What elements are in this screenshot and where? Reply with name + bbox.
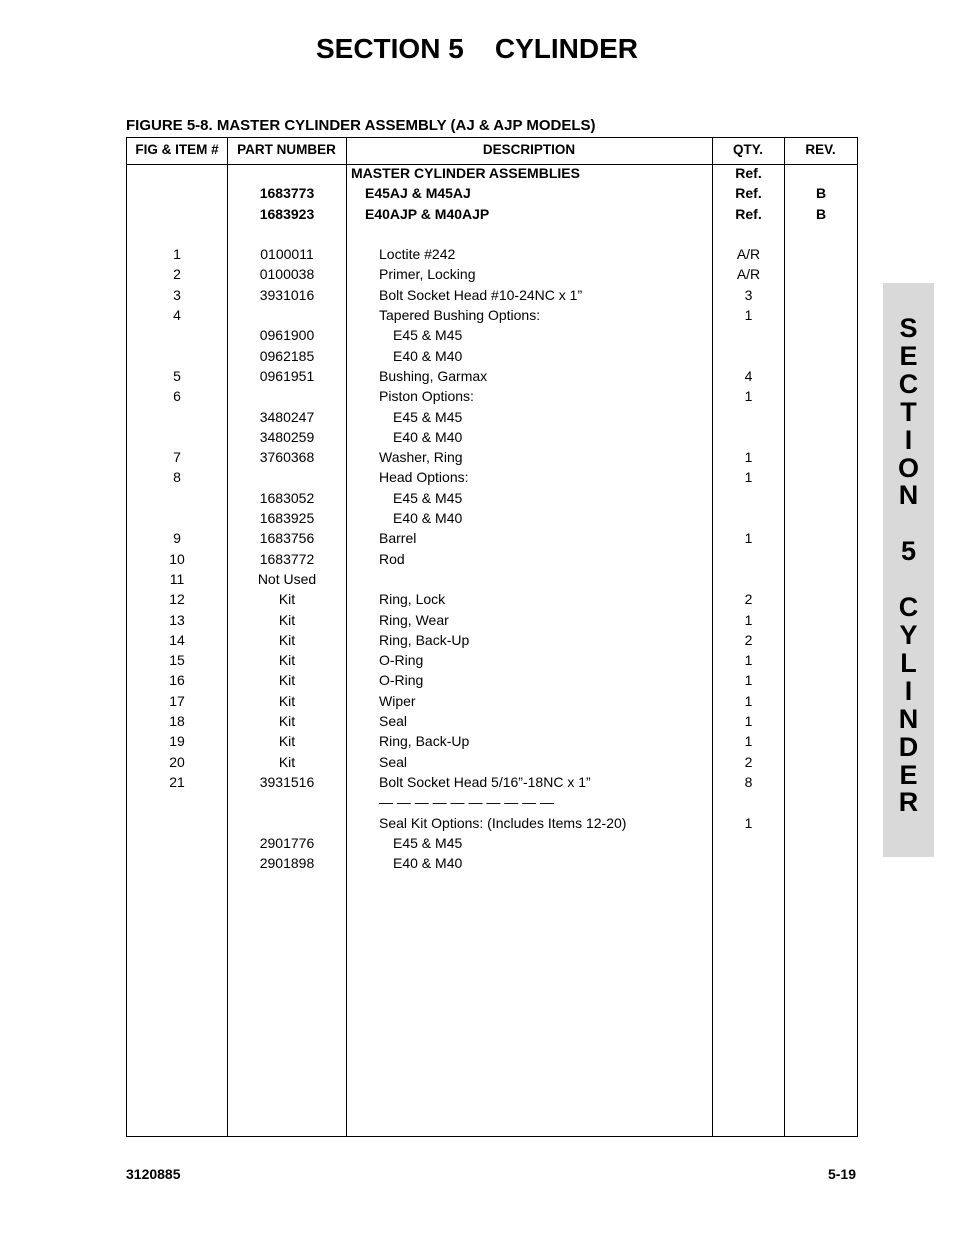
table-row (127, 185, 857, 205)
cell-qty: 1 (744, 814, 753, 831)
table-row (127, 815, 857, 835)
cell-description: Ring, Back-Up (379, 733, 470, 750)
cell-description: E40 & M40 (393, 510, 463, 527)
cell-fig-item: 9 (173, 530, 181, 547)
cell-qty: Ref. (735, 185, 762, 202)
parts-table (126, 137, 858, 1137)
cell-part-number: 1683772 (259, 550, 315, 567)
cell-description: Bolt Socket Head 5/16”-18NC x 1” (379, 773, 591, 790)
cell-description: E40 & M40 (393, 347, 463, 364)
table-row (127, 287, 857, 307)
figure-title: FIGURE 5-8. MASTER CYLINDER ASSEMBLY (AJ & AJP MODELS) (126, 117, 596, 134)
cell-description: Primer, Locking (379, 266, 476, 283)
cell-fig-item: 3 (173, 286, 181, 303)
table-row (127, 226, 857, 246)
table-row (127, 449, 857, 469)
table-row (127, 733, 857, 753)
document-number: 3120885 (126, 1166, 181, 1182)
table-row (127, 794, 857, 814)
cell-qty: 2 (744, 591, 753, 608)
cell-fig-item: 1 (173, 246, 181, 263)
cell-qty: 4 (744, 367, 753, 384)
cell-qty: 2 (744, 753, 753, 770)
header-part-number: PART NUMBER (237, 142, 336, 157)
table-row (127, 510, 857, 530)
cell-qty: 1 (744, 652, 753, 669)
table-row (127, 206, 857, 226)
cell-qty: 1 (744, 449, 753, 466)
table-row (127, 429, 857, 449)
table-row (127, 490, 857, 510)
table-row (127, 754, 857, 774)
cell-part-number: 3931016 (259, 286, 315, 303)
cell-description: Seal (379, 753, 408, 770)
cell-description: E40 & M40 (393, 855, 463, 872)
cell-part-number: 0961951 (259, 367, 315, 384)
table-row (127, 855, 857, 875)
cell-description: Barrel (379, 530, 417, 547)
cell-part-number: 1683923 (259, 205, 315, 222)
cell-description: MASTER CYLINDER ASSEMBLIES (351, 165, 580, 181)
cell-description: Ring, Lock (379, 591, 446, 608)
cell-part-number: 0961900 (259, 327, 315, 344)
table-row (127, 652, 857, 672)
cell-description: Ring, Wear (379, 611, 449, 628)
cell-description: Washer, Ring (379, 449, 463, 466)
cell-description: Loctite #242 (379, 246, 456, 263)
header-rev: REV. (805, 142, 836, 157)
cell-fig-item: 2 (173, 266, 181, 283)
cell-part-number: Kit (278, 672, 296, 689)
cell-qty: A/R (736, 266, 761, 283)
cell-description: — — — — — — — — — — (379, 794, 555, 811)
cell-description: E40 & M40 (393, 428, 463, 445)
cell-fig-item: 13 (169, 611, 185, 628)
cell-part-number: Kit (278, 733, 296, 750)
cell-fig-item: 7 (173, 449, 181, 466)
cell-fig-item: 20 (169, 753, 185, 770)
table-row (127, 571, 857, 591)
table-body (127, 165, 857, 875)
cell-description: O-Ring (379, 672, 424, 689)
cell-qty: 1 (744, 611, 753, 628)
cell-fig-item: 5 (173, 367, 181, 384)
table-row (127, 591, 857, 611)
cell-rev: B (815, 185, 827, 202)
table-row (127, 774, 857, 794)
cell-part-number: 3931516 (259, 773, 315, 790)
table-row (127, 530, 857, 550)
cell-fig-item: 18 (169, 713, 185, 730)
cell-fig-item: 12 (169, 591, 185, 608)
cell-fig-item: 17 (169, 692, 185, 709)
cell-part-number: 0100011 (260, 246, 314, 263)
cell-part-number: 2901776 (259, 834, 315, 851)
cell-qty: 3 (744, 286, 753, 303)
table-row (127, 348, 857, 368)
side-tab-label: S E C T I O N 5 C Y L I N D E R (897, 313, 919, 818)
cell-qty: Ref. (735, 165, 762, 181)
cell-description: E45 & M45 (393, 489, 463, 506)
cell-qty: Ref. (735, 205, 762, 222)
cell-qty: 1 (744, 388, 753, 405)
table-row (127, 693, 857, 713)
cell-part-number: 3480259 (259, 428, 315, 445)
table-row (127, 165, 857, 185)
cell-description: Ring, Back-Up (379, 631, 470, 648)
cell-fig-item: 21 (169, 773, 185, 790)
cell-fig-item: 6 (173, 388, 181, 405)
cell-description: O-Ring (379, 652, 424, 669)
table-row (127, 409, 857, 429)
cell-part-number: 1683773 (259, 185, 315, 202)
table-row (127, 266, 857, 286)
cell-part-number: Kit (278, 713, 296, 730)
cell-qty: 1 (744, 530, 753, 547)
cell-part-number: Kit (278, 591, 296, 608)
cell-qty: 1 (744, 307, 753, 324)
header-fig-item: FIG & ITEM # (135, 142, 219, 157)
cell-description: E40AJP & M40AJP (365, 205, 490, 222)
cell-part-number: 2901898 (259, 855, 315, 872)
cell-qty: 1 (744, 733, 753, 750)
table-row (127, 327, 857, 347)
cell-qty: 1 (744, 692, 753, 709)
cell-part-number: 3760368 (259, 449, 315, 466)
cell-qty: 2 (744, 631, 753, 648)
cell-fig-item: 15 (169, 652, 185, 669)
cell-part-number: Kit (278, 652, 296, 669)
table-row (127, 551, 857, 571)
cell-description: Bolt Socket Head #10-24NC x 1” (379, 286, 583, 303)
cell-part-number: 1683052 (259, 489, 315, 506)
cell-part-number: 1683925 (259, 510, 315, 527)
section-side-tab (883, 283, 934, 857)
cell-part-number: 0100038 (259, 266, 315, 283)
cell-part-number: Not Used (257, 570, 317, 587)
cell-description: Head Options: (379, 469, 469, 486)
cell-fig-item: 14 (169, 631, 185, 648)
cell-qty: 1 (744, 672, 753, 689)
cell-part-number: 3480247 (259, 408, 315, 425)
cell-qty: 8 (744, 773, 753, 790)
cell-description: Tapered Bushing Options: (379, 307, 541, 324)
cell-description: Piston Options: (379, 388, 474, 405)
cell-part-number: Kit (278, 692, 296, 709)
table-row (127, 612, 857, 632)
cell-description: Bushing, Garmax (379, 367, 488, 384)
cell-qty: 1 (744, 469, 753, 486)
cell-description: Wiper (379, 692, 416, 709)
table-row (127, 632, 857, 652)
header-qty: QTY. (732, 142, 763, 157)
cell-description: Seal (379, 713, 408, 730)
table-row (127, 835, 857, 855)
cell-part-number: Kit (278, 631, 296, 648)
cell-fig-item: 16 (169, 672, 185, 689)
cell-fig-item: 8 (173, 469, 181, 486)
cell-description: E45 & M45 (393, 327, 463, 344)
cell-description: Seal Kit Options: (Includes Items 12-20) (379, 814, 627, 831)
table-row (127, 388, 857, 408)
header-description: DESCRIPTION (482, 142, 576, 157)
table-row (127, 713, 857, 733)
table-row (127, 246, 857, 266)
cell-qty: A/R (736, 246, 761, 263)
cell-fig-item: 4 (173, 307, 181, 324)
page-number: 5-19 (827, 1166, 856, 1182)
cell-description: E45 & M45 (393, 408, 463, 425)
section-title: SECTION 5 CYLINDER (315, 33, 639, 64)
cell-part-number: Kit (278, 753, 296, 770)
cell-fig-item: 11 (169, 570, 185, 587)
cell-part-number: 0962185 (259, 347, 315, 364)
cell-description: E45 & M45 (393, 834, 463, 851)
table-row (127, 368, 857, 388)
table-row (127, 307, 857, 327)
table-row (127, 672, 857, 692)
cell-fig-item: 10 (169, 550, 185, 567)
cell-description: Rod (379, 550, 405, 567)
cell-qty: 1 (744, 713, 753, 730)
cell-description: E45AJ & M45AJ (365, 185, 471, 202)
cell-part-number: Kit (278, 611, 296, 628)
cell-rev: B (815, 205, 827, 222)
cell-fig-item: 19 (169, 733, 185, 750)
table-row (127, 469, 857, 489)
cell-part-number: 1683756 (259, 530, 315, 547)
